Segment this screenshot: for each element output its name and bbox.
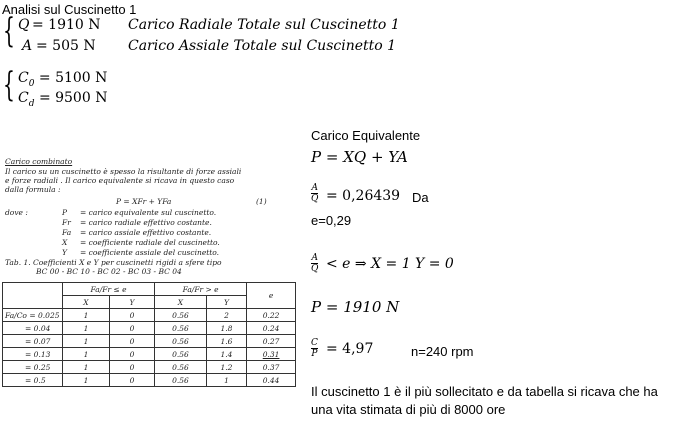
e-value: e=0,29 — [311, 213, 352, 228]
table-head-y: Y — [206, 296, 246, 309]
table-head-gt: Fa/Fr > e — [155, 283, 247, 296]
condition-text: < e ⇒ X = 1 Y = 0 — [326, 256, 454, 272]
table-caption-types: BC 00 - BC 10 - BC 02 - BC 03 - BC 04 — [36, 267, 182, 276]
def-dove: dove : — [5, 208, 28, 217]
textbook-figure — [0, 148, 300, 442]
def-text: = carico assiale effettivo costante. — [80, 228, 212, 237]
table-row: = 0.5 1 0 0.56 1 0.44 — [3, 374, 296, 387]
def-symbol: X — [62, 238, 68, 247]
axial-load-value: = 505 N — [36, 38, 96, 54]
equivalent-load-value: P = 1910 N — [311, 298, 400, 316]
da-label: Da — [412, 190, 429, 205]
def-text: = coefficiente assiale del cuscinetto. — [80, 248, 220, 257]
table-head-y: Y — [109, 296, 154, 309]
def-text: = carico radiale effettivo costante. — [80, 218, 212, 227]
figure-line: dalla formula : — [5, 185, 61, 194]
page-title: Analisi sul Cuscinetto 1 — [2, 2, 137, 17]
rpm-value: n=240 rpm — [411, 344, 474, 359]
equivalent-load-title: Carico Equivalente — [311, 128, 421, 143]
axial-load-lhs: A — [22, 38, 33, 54]
cp-fraction: C P — [311, 338, 318, 359]
table-row: = 0.04 1 0 0.56 1.8 0.24 — [3, 322, 296, 335]
condition-fraction: A Q — [311, 253, 319, 274]
radial-load-lhs: Q — [18, 17, 30, 33]
def-text: = carico equivalente sul cuscinetto. — [80, 208, 217, 217]
figure-formula: P = XFr + YFa — [116, 197, 172, 206]
dynamic-capacity: $C_d = 9500$ N — [18, 90, 108, 109]
load-brace: { — [3, 11, 15, 51]
table-row: Fa/Co = 0.025 1 0 0.56 2 0.22 — [3, 309, 296, 322]
cp-value: = 4,97 — [326, 341, 374, 357]
table-row: = 0.25 1 0 0.56 1.2 0.37 — [3, 361, 296, 374]
static-capacity: $C_0 = 5100$ N — [18, 70, 108, 89]
radial-load-desc: Carico Radiale Totale sul Cuscinetto 1 — [128, 17, 400, 33]
figure-formula-number: (1) — [256, 197, 267, 206]
figure-line: Il carico su un cuscinetto è spesso la risultante di forze assiali — [5, 167, 242, 176]
table-caption: Tab. 1. Coefficienti X e Y per cuscinetti rigidi a sfere tipo — [5, 258, 222, 267]
capacity-brace: { — [3, 65, 15, 105]
table-head-x: X — [63, 296, 110, 309]
table-head-le: Fa/Fr ≤ e — [63, 283, 155, 296]
conclusion-line: Il cuscinetto 1 è il più sollecitato e da tabella si ricava che ha — [311, 384, 658, 399]
table-head-x: X — [155, 296, 207, 309]
coefficient-table — [2, 282, 296, 387]
row-label: Fa/Co — [5, 310, 27, 320]
equivalent-load-formula: P = XQ + YA — [311, 148, 408, 166]
table-head-e: e — [247, 283, 296, 309]
def-symbol: Fa — [62, 228, 72, 237]
def-symbol: P — [62, 208, 68, 217]
ratio-fraction: A Q — [311, 183, 319, 204]
def-symbol: Y — [62, 248, 67, 257]
figure-heading: Carico combinato — [5, 157, 73, 166]
conclusion-line: una vita stimata di più di 8000 ore — [311, 402, 506, 417]
axial-load-desc: Carico Assiale Totale sul Cuscinetto 1 — [128, 38, 397, 54]
figure-line: e forze radiali . Il carico equivalente si ricava in questo caso — [5, 176, 235, 185]
radial-load-value: = 1910 N — [32, 17, 101, 33]
def-symbol: Fr — [62, 218, 71, 227]
ratio-value: = 0,26439 — [326, 188, 401, 204]
table-row: = 0.07 1 0 0.56 1.6 0.27 — [3, 335, 296, 348]
table-row: = 0.13 1 0 0.56 1.4 0.31 — [3, 348, 296, 361]
def-text: = coefficiente radiale del cuscinetto. — [80, 238, 220, 247]
